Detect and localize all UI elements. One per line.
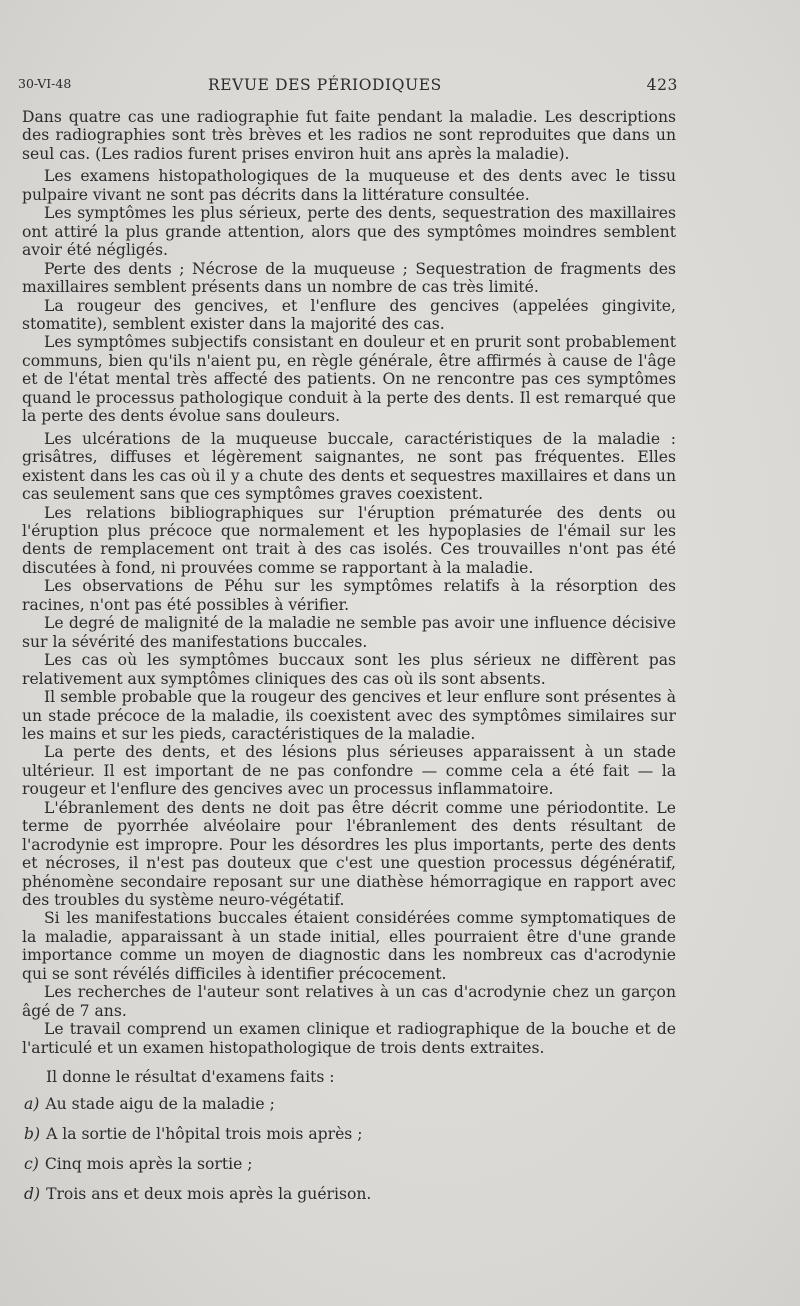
paragraph: Les relations bibliographiques sur l'éruption prématurée des dents ou l'éruption plus précoce que normalement et les hypoplasies de l'émail sur les dents de remplacement ont trait à des cas isolés. Ces trouvailles n'ont pas été discutées à fond, ni prouvées comme se rapportant à la maladie. — [22, 503, 676, 577]
paragraph: Perte des dents ; Nécrose de la muqueuse ; Sequestration de fragments des maxillaires semblent présents dans un nombre de cas très limité. — [22, 259, 676, 297]
page-number: 423 — [646, 76, 678, 94]
list-intro: Il donne le résultat d'examens faits : — [46, 1068, 335, 1087]
paragraph: Les observations de Péhu sur les symptômes relatifs à la résorption des racines, n'ont pas été possibles à vérifier. — [22, 577, 676, 614]
list-item — [22, 1119, 676, 1149]
list-item-label: d) — [24, 1185, 41, 1204]
paragraph: La rougeur des gencives, et l'enflure des gencives (appelées gingivite, stomatite), semblent exister dans la majorité des cas. — [22, 296, 676, 333]
list-item-text: Trois ans et deux mois après la guérison. — [46, 1185, 372, 1204]
paragraph: Dans quatre cas une radiographie fut faite pendant la maladie. Les descriptions des radiographies sont très brèves et les radios ne sont reproduites que dans un seul cas. (Les radios furent prises environ huit ans après la maladie). — [22, 108, 676, 163]
paragraph: Les symptômes les plus sérieux, perte des dents, sequestration des maxillaires ont attiré la plus grande attention, alors que des symptômes moindres semblent avoir été négligés. — [22, 204, 676, 260]
list-item-label: c) — [24, 1155, 39, 1174]
paragraph: L'ébranlement des dents ne doit pas être décrit comme une périodontite. Le terme de pyorrhée alvéolaire pour l'ébranlement des dents résultant de l'acrodynie est impropre. Pour les désordres les plus importants, perte des dents et nécroses, il n'est pas douteux que c'est une question processus dégénératif, phénomène secondaire reposant sur une diathèse hémorragique en rapport avec des troubles du système neuro-végétatif. — [22, 798, 676, 910]
header-date: 30-VI-48 — [18, 76, 72, 91]
exam-list — [22, 1065, 676, 1209]
paragraph: Les examens histopathologiques de la muqueuse et des dents avec le tissu pulpaire vivant ne sont pas décrits dans la littérature consultée. — [22, 167, 676, 204]
list-item-text: A la sortie de l'hôpital trois mois après ; — [46, 1125, 363, 1144]
list-item — [22, 1149, 676, 1179]
list-item — [22, 1089, 676, 1119]
list-item-text: Au stade aigu de la maladie ; — [45, 1095, 275, 1114]
running-header — [18, 76, 678, 98]
paragraph: Le travail comprend un examen clinique et radiographique de la bouche et de l'articulé et un examen histopathologique de trois dents extraites. — [22, 1020, 676, 1057]
journal-title: REVUE DES PÉRIODIQUES — [208, 76, 442, 94]
list-item-label: a) — [24, 1095, 40, 1114]
paragraph: Les ulcérations de la muqueuse buccale, caractéristiques de la maladie : grisâtres, diffuses et légèrement saignantes, ne sont pas fréquentes. Elles existent dans les cas où il y a chute des dents et sequestres maxillaires et dans un cas seulement sans que ces symptômes graves coexistent. — [22, 429, 676, 504]
paragraph: Le degré de malignité de la maladie ne semble pas avoir une influence décisive sur la sévérité des manifestations buccales. — [22, 614, 676, 651]
list-item-text: Cinq mois après la sortie ; — [44, 1155, 253, 1174]
paragraph: Les recherches de l'auteur sont relatives à un cas d'acrodynie chez un garçon âgé de 7 ans. — [22, 983, 676, 1020]
paragraph: La perte des dents, et des lésions plus sérieuses apparaissent à un stade ultérieur. Il est important de ne pas confondre — comme cela a été fait — la rougeur et l'enflure des gencives avec un processus inflammatoire. — [22, 743, 676, 799]
list-item — [22, 1179, 676, 1209]
paragraph: Les symptômes subjectifs consistant en douleur et en prurit sont probablement communs, bien qu'ils n'aient pu, en règle générale, être affirmés à cause de l'âge et de l'état mental très affecté des patients. On ne rencontre pas ces symptômes quand le processus pathologique conduit à la perte des dents. Il est remarqué que la perte des dents évolue sans douleurs. — [22, 333, 676, 426]
article-body — [22, 108, 676, 1209]
list-item-label: b) — [24, 1125, 41, 1144]
paragraph: Les cas où les symptômes buccaux sont les plus sérieux ne diffèrent pas relativement aux symptômes cliniques des cas où ils sont absents. — [22, 651, 676, 688]
paragraph: Il semble probable que la rougeur des gencives et leur enflure sont présentes à un stade précoce de la maladie, ils coexistent avec des symptômes similaires sur les mains et sur les pieds, caractéristiques de la maladie. — [22, 688, 676, 743]
paragraph: Si les manifestations buccales étaient considérées comme symptomatiques de la maladie, apparaissant à un stade initial, elles pourraient être d'une grande importance comme un moyen de diagnostic dans les nombreux cas d'acrodynie qui se sont révélés difficiles à identifier précocement. — [22, 909, 676, 983]
